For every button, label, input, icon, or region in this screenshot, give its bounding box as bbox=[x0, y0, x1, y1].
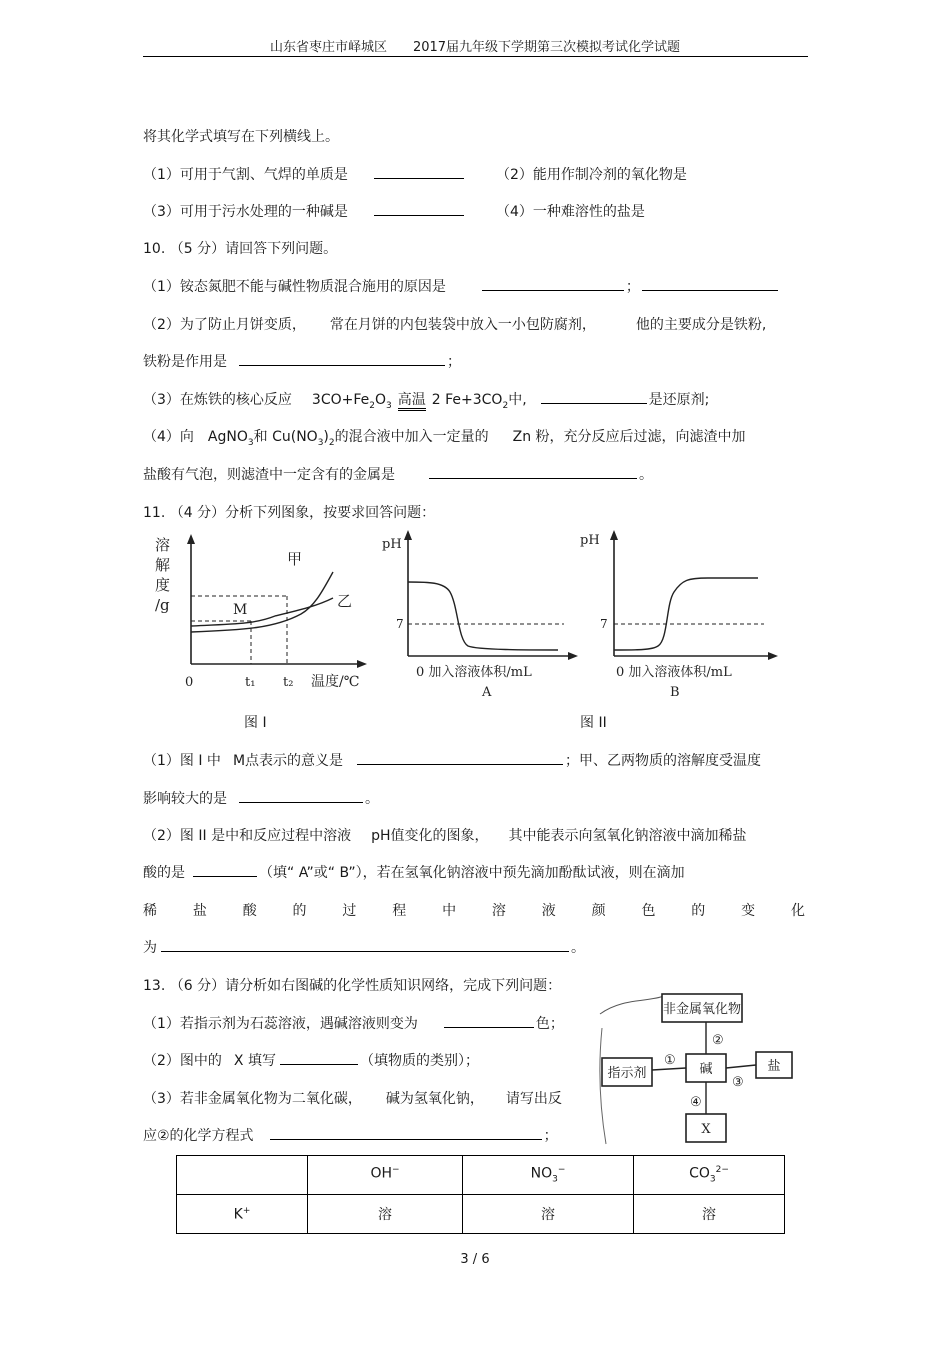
q10-part-3-c: 是还原剂; bbox=[648, 392, 710, 408]
curve-b bbox=[614, 578, 758, 650]
table-header-cell bbox=[308, 1156, 463, 1195]
separator: 。 bbox=[639, 467, 653, 483]
eq-sub: 2 bbox=[502, 400, 509, 411]
header-left: 山东省枣庄市峄城区 bbox=[269, 40, 387, 55]
ph-graph-a bbox=[378, 530, 588, 705]
answer-blank[interactable] bbox=[280, 1050, 358, 1065]
table-header-row bbox=[177, 1156, 785, 1195]
answer-blank[interactable] bbox=[429, 464, 637, 479]
separator: 。 bbox=[365, 791, 379, 807]
figure-solubility bbox=[145, 530, 385, 700]
link-1-number: ① bbox=[664, 1053, 676, 1068]
answer-blank[interactable] bbox=[239, 351, 445, 366]
curve-a-label: 甲 bbox=[287, 550, 303, 568]
q10-part-2-d: 铁粉是作用是 bbox=[143, 354, 227, 370]
answer-blank[interactable] bbox=[161, 937, 569, 952]
q13-part-1-b: 色； bbox=[535, 1016, 564, 1032]
table-cell: 溶 bbox=[308, 1195, 463, 1234]
ion-symbol: NO bbox=[530, 1165, 553, 1182]
answer-blank[interactable] bbox=[374, 201, 464, 216]
table-row-label bbox=[177, 1195, 308, 1234]
intro-text: 将其化学式填写在下列横线上。 bbox=[143, 129, 339, 145]
link-1 bbox=[652, 1068, 686, 1070]
q11-part-2-c: 其中能表示向氢氧化钠溶液中滴加稀盐 bbox=[508, 828, 747, 844]
base-properties-diagram bbox=[592, 988, 800, 1148]
q9-item-1 bbox=[143, 164, 466, 184]
link-4-number: ④ bbox=[690, 1095, 702, 1110]
table-row bbox=[177, 1195, 785, 1234]
table-header-cell bbox=[463, 1156, 634, 1195]
graph-a-label: A bbox=[482, 685, 492, 700]
q11-part-2-line-2 bbox=[143, 862, 685, 882]
answer-blank[interactable] bbox=[239, 788, 363, 803]
conj: 和 bbox=[253, 429, 268, 445]
q13-part-2 bbox=[143, 1050, 479, 1070]
figure-2-caption: 图 II bbox=[580, 715, 607, 731]
q10-part-3-a: （3）在炼铁的核心反应 bbox=[143, 392, 292, 408]
q13-part-3-d: 应②的化学方程式 bbox=[143, 1128, 254, 1144]
figure-1-caption: 图 I bbox=[244, 715, 267, 731]
sketch-mark bbox=[600, 996, 664, 1014]
solubility-graph bbox=[145, 530, 385, 700]
x-axis-label: 温度/℃ bbox=[311, 674, 360, 690]
q10-part-4-f: Zn 粉，充分反应后过滤，向滤渣中加 bbox=[512, 429, 746, 445]
answer-blank[interactable] bbox=[444, 1013, 534, 1028]
formula: ) bbox=[323, 429, 329, 445]
header-rule bbox=[143, 56, 808, 57]
char: 的 bbox=[292, 903, 307, 919]
ph-label: pH bbox=[580, 533, 600, 548]
table-cell: 溶 bbox=[634, 1195, 785, 1234]
table-cell: 溶 bbox=[463, 1195, 634, 1234]
ion-charge: + bbox=[242, 1205, 251, 1216]
solubility-table bbox=[176, 1155, 785, 1234]
ion-charge: − bbox=[557, 1165, 566, 1176]
x-axis-arrow bbox=[768, 652, 778, 660]
x-axis-arrow bbox=[357, 660, 367, 668]
q10-part-4-line-1 bbox=[143, 426, 746, 448]
ph-label: pH bbox=[382, 537, 402, 552]
q10-part-4-g: 盐酸有气泡，则滤渣中一定含有的金属是 bbox=[143, 467, 395, 483]
node-base-label: 碱 bbox=[699, 1062, 713, 1077]
seven-label: 7 bbox=[396, 617, 404, 631]
reaction-equation bbox=[311, 392, 509, 411]
y-axis-arrow bbox=[404, 530, 412, 540]
ion-symbol: CO bbox=[689, 1165, 710, 1182]
char: 色 bbox=[641, 903, 656, 919]
q13-part-1-a: （1）若指示剂为石蕊溶液，遇碱溶液则变为 bbox=[143, 1016, 418, 1032]
char: 程 bbox=[392, 903, 407, 919]
ion-charge: − bbox=[392, 1165, 400, 1176]
separator: ； bbox=[543, 1128, 558, 1144]
page-header bbox=[0, 36, 950, 55]
q11-part-2-line-3 bbox=[143, 900, 805, 920]
char: 盐 bbox=[192, 903, 207, 919]
node-nonmetal-oxide-label: 非金属氧化物 bbox=[662, 1002, 742, 1017]
curve-a bbox=[408, 582, 558, 650]
q13-part-2-b: X 填写 bbox=[233, 1053, 276, 1069]
q13-part-2-c: （填物质的类别）； bbox=[359, 1053, 479, 1069]
eq-condition: 高温 bbox=[398, 392, 426, 411]
ion-symbol: K bbox=[233, 1206, 243, 1223]
q11-part-2-b: pH值变化的图象， bbox=[371, 828, 489, 844]
node-salt-label: 盐 bbox=[767, 1059, 781, 1074]
q10-part-2-c: 他的主要成分是铁粉, bbox=[635, 317, 767, 333]
q10-part-4-line-2 bbox=[143, 464, 653, 484]
y-label-2: 解 bbox=[155, 556, 171, 574]
q11-part-1-a: （1）图 I 中 bbox=[143, 753, 221, 769]
q9-item-3 bbox=[143, 201, 466, 221]
q9-item-1-text: （1）可用于气割、气焊的单质是 bbox=[143, 167, 348, 183]
char: 颜 bbox=[591, 903, 606, 919]
char: 化 bbox=[790, 903, 805, 919]
x-axis-arrow bbox=[568, 652, 578, 660]
formula-sub: 3 bbox=[247, 437, 254, 448]
y-axis-arrow bbox=[187, 534, 195, 544]
answer-blank[interactable] bbox=[270, 1125, 542, 1140]
q13-part-3-line-1 bbox=[143, 1088, 562, 1108]
page-number: 3 / 6 bbox=[460, 1252, 490, 1267]
ph-graph-b bbox=[578, 530, 788, 705]
ion-sub: 3 bbox=[552, 1174, 558, 1185]
curve-b-label: 乙 bbox=[337, 592, 353, 610]
node-indicator-label: 指示剂 bbox=[607, 1066, 647, 1081]
link-2-number: ② bbox=[712, 1033, 724, 1048]
char: 中 bbox=[442, 903, 457, 919]
answer-blank[interactable] bbox=[482, 276, 624, 291]
t2-label: t₂ bbox=[283, 675, 294, 690]
q11-part-2-a: （2）图 II 是中和反应过程中溶液 bbox=[143, 828, 352, 844]
q11-part-1-c: ；甲、乙两物质的溶解度受温度 bbox=[565, 753, 762, 769]
answer-blank[interactable] bbox=[374, 164, 464, 179]
answer-blank[interactable] bbox=[357, 750, 563, 765]
eq-sub: 3 bbox=[386, 400, 392, 411]
y-axis-arrow bbox=[610, 530, 618, 540]
y-label-4: /g bbox=[155, 596, 170, 614]
table-header-cell bbox=[634, 1156, 785, 1195]
node-x-label: X bbox=[701, 1122, 711, 1137]
y-label-3: 度 bbox=[155, 576, 171, 594]
char: 变 bbox=[741, 903, 756, 919]
q11-part-1-line-1 bbox=[143, 750, 761, 770]
point-m-label: M bbox=[233, 602, 248, 618]
q9-item-2: （2）能用作制冷剂的氧化物是 bbox=[496, 167, 687, 183]
link-3 bbox=[726, 1065, 756, 1068]
q13-part-3-a: （3）若非金属氧化物为二氧化碳， bbox=[143, 1091, 362, 1107]
y-label-1: 溶 bbox=[155, 536, 171, 554]
q13-part-3-line-2 bbox=[143, 1125, 558, 1145]
q13-title: 13. （6 分）请分析如右图碱的化学性质知识网络，完成下列问题： bbox=[143, 978, 562, 994]
separator: 。 bbox=[571, 940, 585, 956]
char: 过 bbox=[342, 903, 357, 919]
figure-ph-b bbox=[578, 530, 788, 705]
q11-part-2-line-4 bbox=[143, 937, 585, 957]
t1-label: t₁ bbox=[245, 675, 256, 690]
q10-part-2-line-1 bbox=[143, 314, 766, 334]
q11-part-2-line-1 bbox=[143, 825, 747, 845]
figure-ph-a bbox=[378, 530, 588, 705]
q11-part-2-d: 酸的是 bbox=[143, 865, 185, 881]
link-3-number: ③ bbox=[732, 1075, 744, 1090]
q10-part-1-text: （1）铵态氮肥不能与碱性物质混合施用的原因是 bbox=[143, 279, 446, 295]
q11-part-2-e: （填“ A”或“ B”），若在氢氧化钠溶液中预先滴加酚酞试液，则在滴加 bbox=[259, 865, 685, 881]
q11-part-1-line-2 bbox=[143, 788, 379, 808]
separator: ； bbox=[447, 354, 461, 370]
seven-label: 7 bbox=[600, 617, 608, 631]
q9-item-3-text: （3）可用于污水处理的一种碱是 bbox=[143, 204, 348, 220]
separator: ； bbox=[625, 279, 640, 295]
q10-part-2-b: 常在月饼的内包装袋中放入一小包防腐剂， bbox=[329, 317, 596, 333]
q10-part-2-a: （2）为了防止月饼变质， bbox=[143, 317, 306, 333]
origin-label: 0 bbox=[185, 675, 194, 690]
header-right: 2017届九年级下学期第三次模拟考试化学试题 bbox=[412, 40, 681, 55]
x-axis-label: 0 加入溶液体积/mL bbox=[416, 665, 532, 680]
ion-sub: 3 bbox=[709, 1174, 716, 1185]
eq-o: O bbox=[375, 392, 387, 408]
eq-left: 3CO+Fe bbox=[311, 392, 370, 408]
q10-part-3-b: 中, bbox=[508, 392, 527, 408]
q10-part-4-a: （4）向 bbox=[143, 429, 194, 445]
char: 酸 bbox=[242, 903, 257, 919]
formula-sub: 2 bbox=[328, 437, 335, 448]
q9-item-4: （4）一种难溶性的盐是 bbox=[496, 204, 645, 220]
network-diagram bbox=[592, 988, 800, 1148]
answer-blank[interactable] bbox=[193, 862, 257, 877]
curve-a bbox=[191, 572, 333, 632]
ion-charge: 2− bbox=[715, 1165, 729, 1176]
q10-part-1 bbox=[143, 276, 780, 296]
answer-blank[interactable] bbox=[541, 389, 647, 404]
q10-part-4-e: 的混合液中加入一定量的 bbox=[334, 429, 489, 445]
table-header-cell bbox=[177, 1156, 308, 1195]
q10-title: 10. （5 分）请回答下列问题。 bbox=[143, 241, 338, 257]
q10-part-2-line-2 bbox=[143, 351, 461, 371]
q11-part-1-d: 影响较大的是 bbox=[143, 791, 227, 807]
q13-part-3-c: 请写出反 bbox=[505, 1091, 562, 1107]
char: 液 bbox=[541, 903, 556, 919]
formula-sub: 3 bbox=[317, 437, 324, 448]
formula: Cu(NO bbox=[272, 429, 318, 445]
char: 稀 bbox=[143, 903, 157, 919]
ion-symbol: OH bbox=[370, 1165, 392, 1182]
char: 溶 bbox=[491, 903, 506, 919]
graph-b-label: B bbox=[670, 685, 680, 700]
answer-blank[interactable] bbox=[642, 276, 778, 291]
formula: AgNO bbox=[207, 429, 248, 445]
curve-b bbox=[191, 598, 333, 626]
eq-right: 2 Fe+3CO bbox=[431, 392, 503, 408]
char: 的 bbox=[691, 903, 706, 919]
q10-part-3 bbox=[143, 389, 709, 411]
q13-part-1 bbox=[143, 1013, 564, 1033]
q11-part-2-f: 为 bbox=[143, 940, 157, 956]
q11-part-1-b: M点表示的意义是 bbox=[232, 753, 344, 769]
eq-sub: 2 bbox=[369, 400, 375, 411]
x-axis-label: 0 加入溶液体积/mL bbox=[616, 665, 732, 680]
q13-part-3-b: 碱为氢氧化钠， bbox=[385, 1091, 484, 1107]
q11-title: 11. （4 分）分析下列图象，按要求回答问题： bbox=[143, 505, 436, 521]
q13-part-2-a: （2）图中的 bbox=[143, 1053, 222, 1069]
